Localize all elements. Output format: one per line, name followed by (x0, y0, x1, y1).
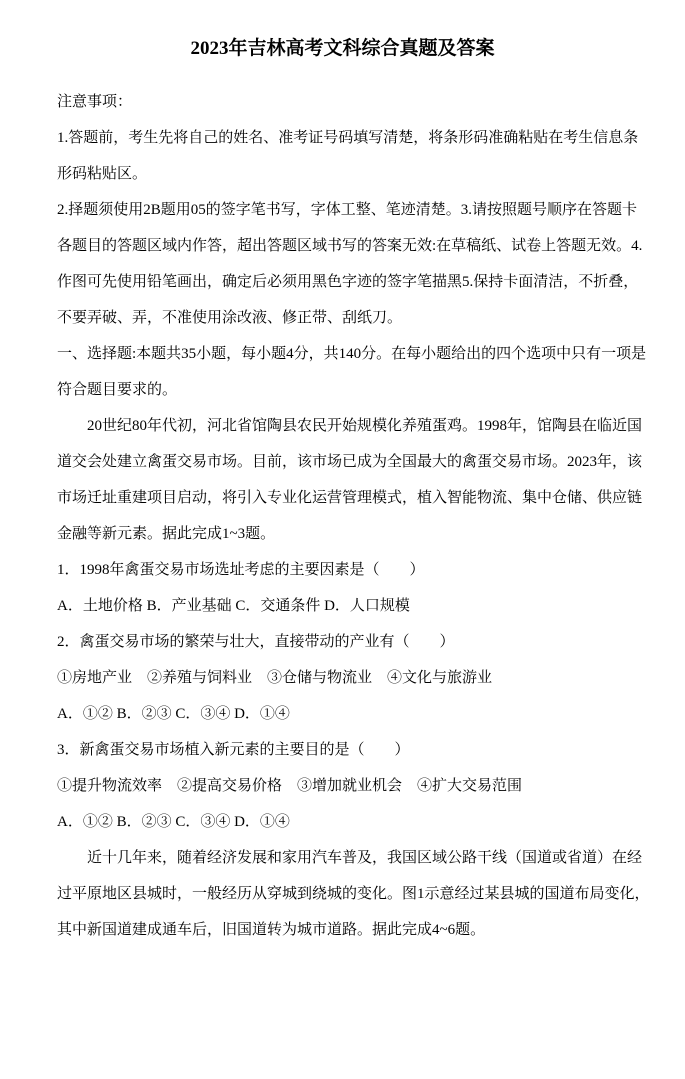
question-2-stem: 2．禽蛋交易市场的繁荣与壮大，直接带动的产业有（ ） (57, 634, 455, 650)
section-1-heading-line-1: 一、选择题:本题共35小题，每小题4分，共140分。在每小题给出的四个选项中只有一项是 (57, 346, 647, 362)
section-1-heading-line-2: 符合题目要求的。 (57, 382, 178, 398)
question-2-options: A．①② B．②③ C．③④ D．①④ (57, 706, 290, 722)
notice-line-1: 1.答题前，考生先将自己的姓名、准考证号码填写清楚，将条形码准确粘贴在考生信息条 (57, 130, 639, 146)
passage-2-line-2: 过平原地区县城时，一般经历从穿城到绕城的变化。图1示意经过某县城的国道布局变化， (57, 886, 650, 902)
question-1-stem: 1．1998年禽蛋交易市场选址考虑的主要因素是（ ） (57, 562, 425, 578)
document-page (0, 36, 685, 1079)
document-body (0, 84, 685, 948)
question-2-items: ①房地产业 ②养殖与饲料业 ③仓储与物流业 ④文化与旅游业 (57, 670, 493, 686)
passage-1-line-3: 市场迁址重建项目启动，将引入专业化运营管理模式，植入智能物流、集中仓储、供应链 (57, 490, 643, 506)
passage-1-line-4: 金融等新元素。据此完成1~3题。 (57, 526, 276, 542)
passage-2-line-1: 近十几年来，随着经济发展和家用汽车普及，我国区域公路干线（国道或省道）在经 (87, 850, 643, 866)
notice-line-4: 各题目的答题区域内作答，超出答题区域书写的答案无效:在草稿纸、试卷上答题无效。4. (57, 238, 643, 254)
question-1-options: A．土地价格 B．产业基础 C．交通条件 D．人口规模 (57, 598, 410, 614)
notice-line-3: 2.择题须使用2B题用05的签字笔书写，字体工整、笔迹清楚。3.请按照题号顺序在答题卡 (57, 202, 638, 218)
question-3-stem: 3．新禽蛋交易市场植入新元素的主要目的是（ ） (57, 742, 410, 758)
question-3-items: ①提升物流效率 ②提高交易价格 ③增加就业机会 ④扩大交易范围 (57, 778, 523, 794)
notice-line-5: 作图可先使用铅笔画出，确定后必须用黑色字迹的签字笔描黑5.保持卡面清洁，不折叠， (57, 274, 639, 290)
question-3-options: A．①② B．②③ C．③④ D．①④ (57, 814, 290, 830)
passage-1-line-1: 20世纪80年代初，河北省馆陶县农民开始规模化养殖蛋鸡。1998年，馆陶县在临近国 (87, 418, 643, 434)
notice-line-6: 不要弄破、弄，不准使用涂改液、修正带、刮纸刀。 (57, 310, 403, 326)
page-title: 2023年吉林高考文科综合真题及答案 (190, 38, 495, 59)
passage-2-line-3: 其中新国道建成通车后，旧国道转为城市道路。据此完成4~6题。 (57, 922, 486, 938)
notice-heading: 注意事项： (57, 94, 133, 110)
notice-line-2: 形码粘贴区。 (57, 166, 148, 182)
passage-1-line-2: 道交会处建立禽蛋交易市场。目前，该市场已成为全国最大的禽蛋交易市场。2023年，该 (57, 454, 643, 470)
